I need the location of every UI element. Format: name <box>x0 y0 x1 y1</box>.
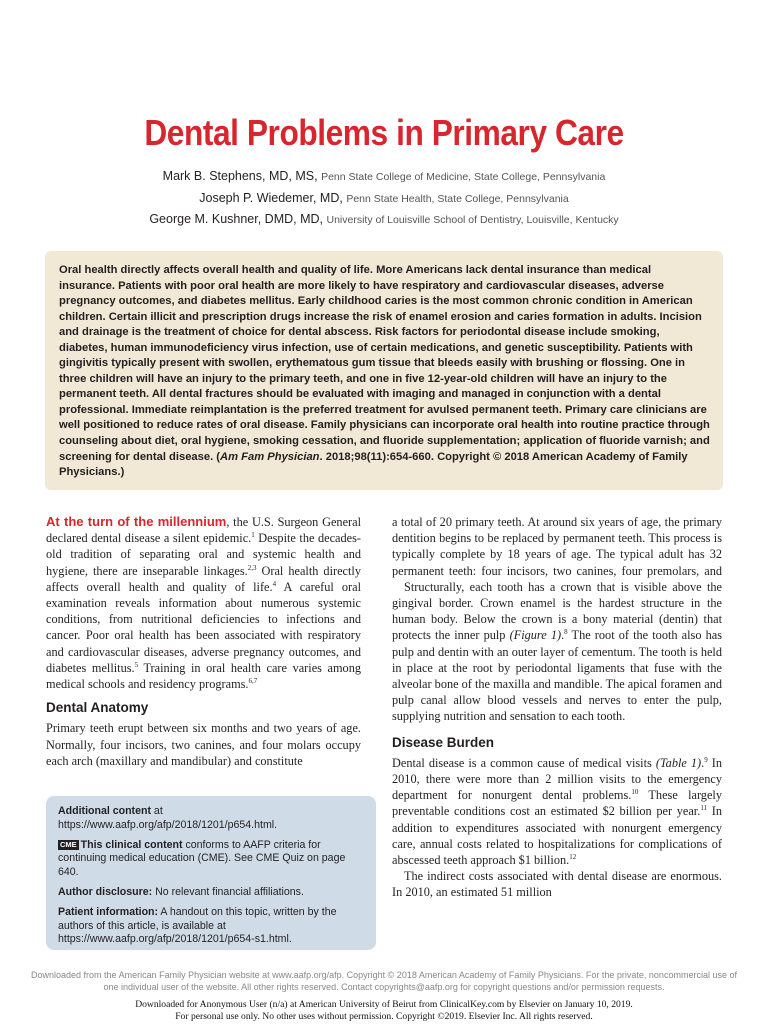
download-notice: Downloaded for Anonymous User (n/a) at American University of Beirut from ClinicalKey.com by Elsevier on January 10, 2019. <box>135 999 633 1010</box>
figure-link[interactable]: (Figure 1) <box>509 628 562 643</box>
right-column <box>392 514 722 901</box>
usage-notice: For personal use only. No other uses without permission. Copyright ©2019. Elsevier Inc. All rights reserved. <box>175 1010 593 1022</box>
anatomy-paragraph-2: Structurally, each tooth has a crown that is visible above the gingival border. Crown enamel is the hardest structure in the human body. Below the crown is a bony material (dentin) that protects the inner pulp (Figure 1).$^8$ The root of the tooth also has pulp and dentin with an outer layer of cementum. The tooth is held in place at the root by periodontal ligaments that fuse with the alveolar bone of the maxilla and mandible. The apical foramen and pulp canal allow blood vessels and nerves to enter the pulp, supplying nutrition and sensation to each tooth. <box>392 579 722 724</box>
reference: 4 <box>272 579 277 588</box>
author-2 <box>0 188 768 210</box>
journal-name: Am Fam Physician <box>220 450 320 463</box>
section-heading-dental-anatomy: Dental Anatomy <box>46 700 149 716</box>
reference: 1 <box>251 531 255 540</box>
abstract-text: Oral health directly affects overall health and quality of life. More Americans lack dental insurance than medical insurance. Patients with poor oral health are more likely to have respiratory and cardiovascular diseases, adverse pregnancy outcomes, and diabetes mellitus. Early childhood caries is the most common chronic condition in American children. Certain illicit and prescription drugs increase the risk of enamel erosion and caries formation in adults. Incision and drainage is the treatment of choice for dental abscess. Risk factors for periodontal disease include smoking, diabetes, human immunodeficiency virus infection, use of certain medications, and genetic susceptibility. Patients with gingivitis typically present with swollen, erythematous gum tissue that bleeds easily with brushing or flossing. One in three children will have an injury to the primary teeth, and one in five 12-year-old children will have an injury to the permanent teeth. All dental fractures should be evaluated with imaging and managed in conjunction with a dental professional. Immediate reimplantation is the preferred treatment for avulsed permanent teeth. Primary care clinicians are well positioned to reduce rates of oral disease. Family physicians can incorporate oral health into routine practice through counseling about diet, oral hygiene, smoking cessation, and fluoride supplementation; application of fluoride varnish; and screening for dental disease. (Am Fam Physician. 2018;98(11):654-660. Copyright © 2018 American Academy of Family Physicians.) <box>59 264 710 479</box>
reference: 6,7 <box>248 676 258 685</box>
author-name: George M. Kushner, DMD, MD, <box>149 212 323 226</box>
reference: 8 <box>564 628 568 637</box>
reference: 12 <box>569 852 577 861</box>
author-affiliation: Penn State College of Medicine, State College, Pennsylvania <box>321 171 606 183</box>
article-title: Dental Problems in Primary Care <box>144 112 624 153</box>
author-name: Mark B. Stephens, MD, MS, <box>162 169 318 183</box>
lead-in: At the turn of the millennium <box>46 514 227 529</box>
section-heading-disease-burden: Disease Burden <box>392 734 495 750</box>
copyright-footer: Downloaded from the American Family Physician website at www.aafp.org/afp. Copyright © 2018 American Academy of Family Physicians. For the private, noncommercial use of one individual user of the website. All other rights reserved. Contact copyrights@aafp.org for copyright questions and/or permission requests. <box>31 970 737 992</box>
author-affiliation: Penn State Health, State College, Pennsylvania <box>346 192 569 205</box>
reference: 11 <box>700 804 708 813</box>
additional-content: Additional content at https://www.aafp.org/afp/2018/1201/p654.html. <box>58 805 278 831</box>
anatomy-paragraph-1: Primary teeth erupt between six months and two years of age. Normally, four incisors, two canines, and four molars occupy each arch (maxillary and mandibular) and constitute <box>46 721 361 768</box>
burden-paragraph-2: The indirect costs associated with dental disease are enormous. In 2010, an estimated 51 million <box>392 869 722 900</box>
burden-paragraph-1: Dental disease is a common cause of medical visits (Table 1).$^9$ In 2010, there were more than 2 million visits to the emergency department for nonurgent dental problems.$^{10}$ These largely preventable conditions cost an estimated $2 billion per year.$^{11}$ In addition to expenditures associated with nonurgent emergency care, annual costs related to hospitalizations for complications of abscessed teeth approach $1 billion.$^{12}$ <box>392 755 723 868</box>
cme-badge-icon: CME <box>60 839 77 849</box>
author-name: Joseph P. Wiedemer, MD, <box>199 190 343 205</box>
author-3 <box>0 209 768 231</box>
cme-info: CME This clinical content conforms to AAFP criteria for continuing medical education (CME). See CME Quiz on page 640. <box>58 838 346 879</box>
reference: 10 <box>631 788 639 797</box>
left-column <box>46 514 361 769</box>
table-link[interactable]: (Table 1) <box>655 755 702 770</box>
author-list <box>0 166 768 231</box>
reference: 2,3 <box>247 563 257 572</box>
anatomy-paragraph-1-cont: a total of 20 primary teeth. At around six years of age, the primary dentition begins to be replaced by permanent teeth. This process is typically complete by 18 years of age. The typical adult has 32 permanent teeth: four incisors, two canines, four premolars, and <box>392 515 722 578</box>
article-info-box <box>46 796 376 950</box>
download-footer <box>0 999 768 1022</box>
author-disclosure: Author disclosure: No relevant financial affiliations. <box>58 885 304 898</box>
author-affiliation: University of Louisville School of Dentistry, Louisville, Kentucky <box>326 214 619 226</box>
intro-paragraph: At the turn of the millennium, the U.S. Surgeon General declared dental disease a silent epidemic.$^1$ Despite the decades-old tradition of separating oral and systemic health and hygiene, there are inseparable linkages.$^{2,3}$ Oral health directly affects overall health and quality of life.$^4$ A careful oral examination reveals information about numerous systemic conditions, from nutritional deficiencies to infections and cancer. Poor oral health has been associated with respiratory and cardiovascular diseases, adverse pregnancy outcomes, and diabetes mellitus.$^5$ Training in oral health care varies among medical schools and residency programs.$^{6,7}$ <box>46 514 362 692</box>
patient-information: Patient information: A handout on this topic, written by the authors of this article, is available at https://www.aafp.org/afp/2018/1201/p654-s1.html. <box>58 905 337 946</box>
author-1 <box>0 166 768 188</box>
reference: 9 <box>704 755 708 764</box>
reference: 5 <box>134 660 139 669</box>
abstract-box <box>45 251 723 490</box>
